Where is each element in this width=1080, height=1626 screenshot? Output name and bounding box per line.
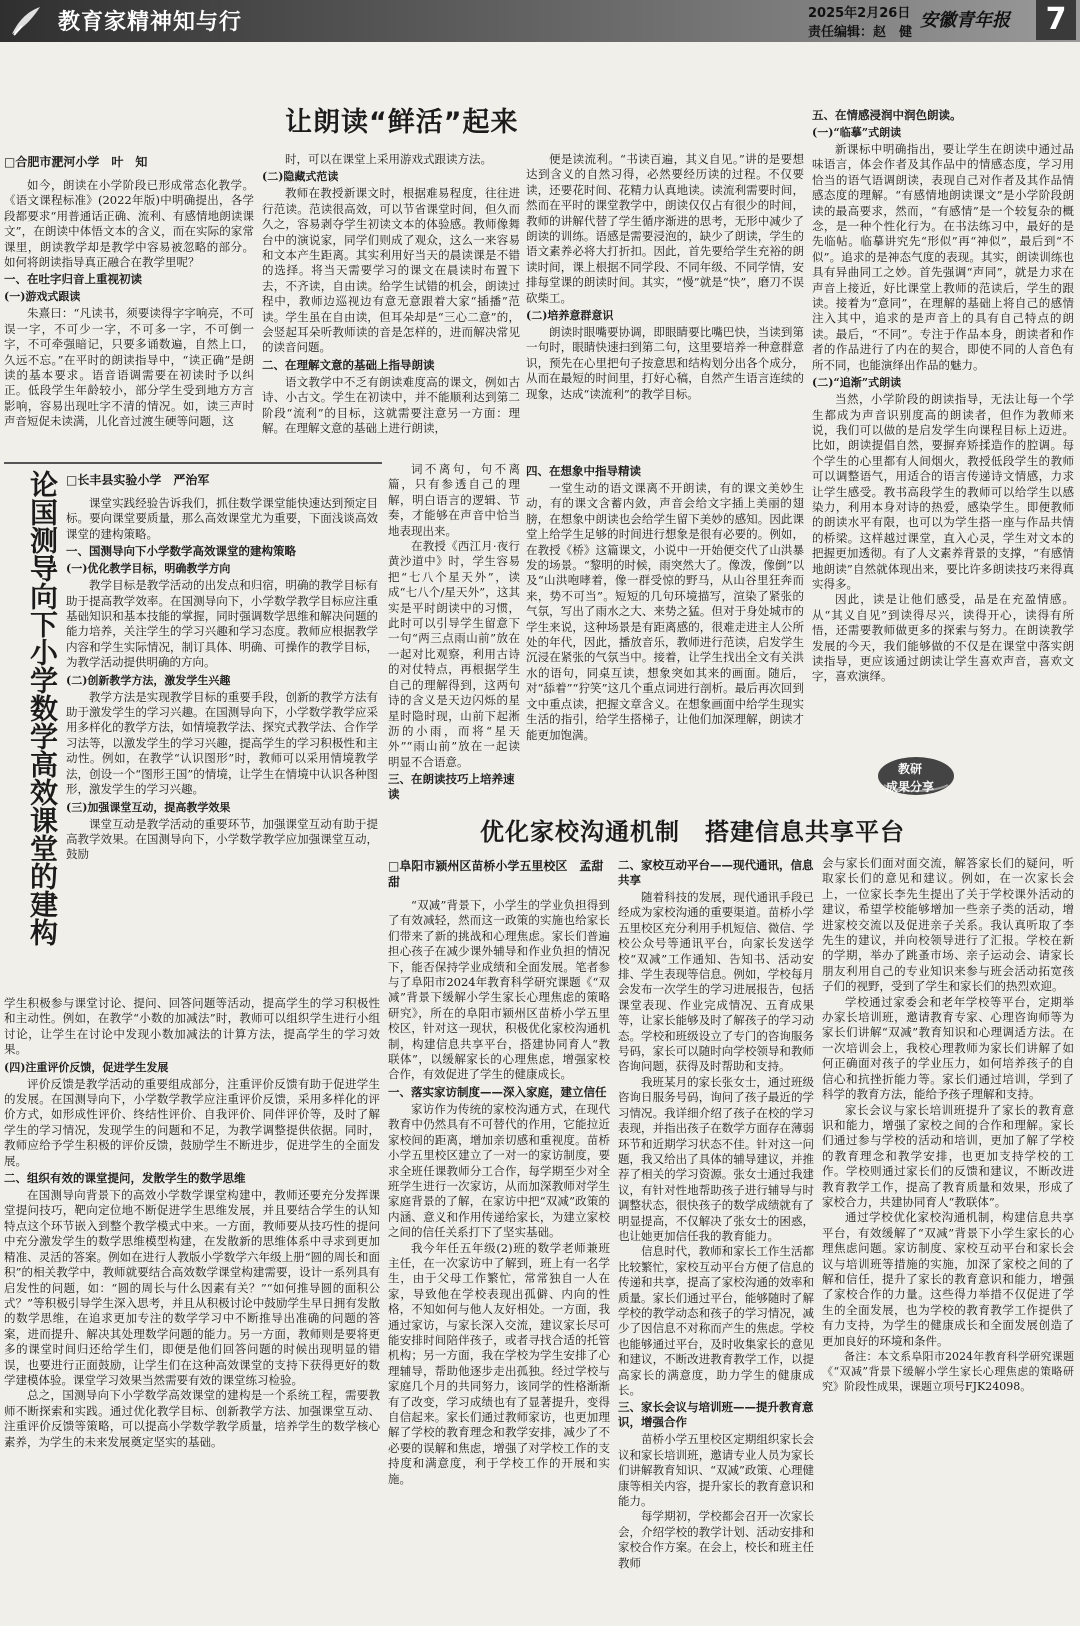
article2-top	[66, 470, 378, 995]
badge-line1: 教研	[898, 762, 923, 776]
paragraph: 语文教学中不乏有朗读难度高的课文，例如古诗、小古文。学生在初读中，并不能顺利达到第二阶段“流利”的目标，这就需要注意另一方面：理解。在理解文意的基础上进行朗读，	[262, 374, 520, 436]
issue-date: 2025年2月26日	[808, 6, 911, 21]
article2-bottom	[4, 996, 380, 1622]
paragraph: 如今，朗读在小学阶段已形成常态化教学。《语文课程标准》(2022年版)中明确提出，各学段都要求“用普通话正确、流利、有感情地朗读课文”，在朗读中体悟文本的含义，而在实际的家常课里，朗读教学却是教学中容易被忽略的部分。如何将朗读指导真正融合在教学里呢？	[4, 178, 254, 270]
section-heading: 三、家长会议与培训班——提升教育意识，增强合作	[618, 1400, 814, 1430]
article3-col3	[822, 856, 1074, 1622]
paragraph: 总之，国测导向下小学数学高效课堂的建构是一个系统工程，需要教师不断探索和实践。通过优化教学目标、创新教学方法、加强课堂互动、注重评价反馈等策略，可以提高小学数学教学质量，培养学生的数学核心素养，为学生的未来发展奠定坚实的基础。	[4, 1388, 380, 1449]
subsection-heading: (二)“追渐”式朗读	[812, 376, 902, 390]
article1-col2b-body	[388, 462, 520, 802]
article1-col3b	[526, 462, 804, 802]
subsection-heading: (一)“临摹”式朗读	[812, 126, 902, 139]
paragraph: 当然，小学阶段的朗读指导，无法让每一个学生都成为声音识别度高的朗读者，但作为教师来说，我们可以做的是启发学生向课程目标上迈进。比如，朗读提倡自然，要摒弃矫揉造作的腔调。每个学生的心里都有人间烟火，教授低段学生的教师可以调整语气，用适合的语言传递诗文情感，力求让学生感受。教书高段学生的教师可以给学生以感染力，利用本身对诗的热爱，感染学生。即便教师的朗读水平有限，也可以为学生搭一座与作品共情的桥梁。这样越过课堂，直入心灵，学生对文本的把握更加透彻。有了人文素养背景的支撑，“有感情地朗读”自然就体现出来，要比许多朗读技巧来得真实得多。	[812, 392, 1074, 591]
article2-bottom-body	[4, 996, 380, 1450]
subsection-heading: (二)创新教学方法，激发学生兴趣	[66, 673, 231, 687]
subsection-heading: (一)游戏式跟读	[4, 290, 81, 304]
paragraph: 课堂实践经验告诉我们，抓住数学课堂能快速达到预定目标。要向课堂要质量，那么高效课堂尤为重要，下面浅谈高效课堂的建构策略。	[66, 496, 378, 541]
paragraph: 课堂互动是教学活动的重要环节，加强课堂互动有助于提高教学效果。在国测导向下，小学数学教学应加强课堂互动，鼓励	[66, 816, 378, 862]
section-heading: 一、国测导向下小学数学高效课堂的建构策略	[66, 544, 296, 559]
paragraph: 苗桥小学五里校区定期组织家长会议和家长培训班，邀请专业人员为家长们讲解教育知识、“双减”政策、心理健康等相关内容，提升家长的教育意识和能力。	[618, 1432, 814, 1509]
subsection-heading: (二)隐藏式范读	[262, 170, 339, 184]
article3-col2	[618, 856, 814, 1622]
paragraph: 家长会议与家长培训班提升了家长的教育意识和能力，增强了家校之间的合作和理解。家长们通过参与学校的活动和培训，更加了解了学校的教育理念和教学安排，也更加支持学校的工作。学校则通过家长们的反馈和建议，不断改进教育教学工作，提高了教育质量和效果，形成了家校合力，共建协同育人“教联体”。	[822, 1102, 1074, 1209]
paragraph: 随着科技的发展，现代通讯手段已经成为家校沟通的重要渠道。苗桥小学五里校区充分利用手机短信、微信、学校公众号等通讯平台，向家长发送学校“双减”工作通知、告知书、活动安排、学生表现等信息。例如，学校每月会发布一次学生的学习进展报告，包括课堂表现、作业完成情况、五育成果等，让家长能够及时了解孩子的学习动态。学校和班级设立了专门的咨询服务号码，家长可以随时向学校领导和教师咨询问题，获得及时帮助和支持。	[618, 890, 814, 1074]
paragraph: 在教授《西江月·夜行黄沙道中》时，学生容易把“七八个星天外”，读成“七八个/星天外”，这其实是平时朗读中的习惯，此时可以引导学生留意下一句“两三点雨山前”放在一起对比观察，利用古诗的对仗特点，再根据学生自己的理解得到，这两句诗的含义是天边闪烁的星星时隐时现，山前下起淅沥的小雨，而将“星天外”“雨山前”放在一起读明显不合语意。	[388, 539, 520, 769]
article1-col2b	[388, 462, 520, 802]
paragraph: 在国测导向背景下的高效小学数学课堂构建中，教师还要充分发挥课堂提问技巧，靶向定位地不断促进学生思维发展，并且要结合学生的认知特点这个环节嵌入到整个教学模式中来。一方面，教师要从技巧性的提问中充分激发学生的数学思维模型构建，在发散新的思维体系中寻求到更加精准、灵活的答案。例如在进行人教版小学数学六年级上册“圆的周长和面积”的相关教学中，教师就要结合高效数学课堂构建需要，设计一系列具有启发性的问题，如：“圆的周长与什么因素有关？”“如何推导圆的面积公式？”等积极引导学生深入思考，并且从积极讨论中鼓励学生早日拥有发散的数学思维，在追求更加专注的数学学习中不断推导出准确的问题的答案，进而提升、解决其处理数学问题的能力。另一方面，教师则是要将更多的课堂时间归还给学生们，即便是他们回答问题的时候出现明显的错误，也要进行正面鼓励，让学生们在这种高效课堂的支持下获得更好的数学建模体验。课堂学习效果当然需要有效的课堂练习检验。	[4, 1188, 380, 1387]
article3-author: □阜阳市颍州区苗桥小学五里校区 孟甜甜	[388, 859, 604, 889]
paragraph: 因此，读是让他们感受，品是在充盈情感。从“其义自见”到读得尽兴，读得开心，读得有所悟，还需要教师做更多的探索与努力。在朗读教学发展的今天，我们能够做的不仅是在课堂中落实朗读指导，更应该通过朗读让学生喜欢声音，喜欢文字，喜欢演绎。	[812, 592, 1074, 684]
paragraph: 会与家长们面对面交流，解答家长们的疑问，听取家长们的意见和建议。例如，在一次家长会上，一位家长李先生提出了关于学校课外活动的建议，希望学校能够增加一些亲子类的活动，增进家校交流以及促进亲子关系。我认真听取了李先生的建议，并向校领导进行了汇报。学校在新的学期，举办了跳蚤市场、亲子运动会、请家长朋友利用自己的专业知识来参与班会活动拓宽孩子们的视野，受到了学生和家长们的热烈欢迎。	[822, 856, 1074, 994]
paragraph: 时，可以在课堂上采用游戏式跟读方法。	[285, 152, 492, 166]
paragraph: 学校通过家委会和老年学校等平台，定期举办家长培训班，邀请教育专家、心理咨询师等为家长们讲解“双减”教育知识和心理调适方法。在一次培训会上，我校心理教师为家长们讲解了如何正确面对孩子的学业压力，如何培养孩子的自信心和抗挫折能力等。家长们通过培训，学到了科学的教育方法，能给予孩子理解和支持。	[822, 994, 1074, 1102]
paragraph: 新课标中明确指出，要让学生在朗读中通过品味语言，体会作者及其作品中的情感态度，学习用恰当的语气语调朗读，表现自己对作者及其作品情感态度的理解。“有感情地朗读课文”是小学阶段朗读的最高要求，然而，“有感情”是一个较复杂的概念，是一种个性化行为。在书法练习中，最好的是先临帖。临摹讲究先“形似”再“神似”，最后到“不似”。追求的是神态气度的表现。其实，朗读训练也具有异曲同工之妙。首先强调“声同”，就是力求在声音上接近，好比课堂上教师的范读后，学生的跟读。接着为“意同”，在理解的基础上将自己的感情注入其中，追求的是声音上的具有自己特点的朗读。最后，“不同”。专注于作品本身，朗读者和作者的作品进行了内在的契合，即使不同的人音色有所不同，也能演绎出作品的魅力。	[812, 142, 1074, 372]
paragraph: 教师在教授新课文时，根据难易程度，往往进行范读。范读很高效，可以节省课堂时间，但久而久之，容易剥夺学生初读文本的体验感。教师像舞台中的演说家，同学们则成了观众，这么一来容易和文本产生距离。其实利用好当天的晨读课是不错的选择。将当天需要学习的课文在晨读时布置下去，不齐读，自由读。给学生试错的机会，朗读过程中，教师边巡视边有意无意跟着大家“插播”范读。学生虽在自由读，但耳朵却是“三心二意”的，会竖起耳朵听教师读的音是怎样的，进而解决常见的读音问题。	[262, 186, 520, 355]
paragraph: 教学目标是教学活动的出发点和归宿，明确的教学目标有助于提高教学效率。在国测导向下，小学数学教学目标应注重基础知识和基本技能的掌握，同时强调数学思维和解决问题的能力培养，关注学生的学习兴趣和学习态度。教师应根据教学内容和学生实际情况，制订具体、明确、可操作的教学目标，为教学活动提供明确的方向。	[66, 578, 378, 670]
article1-col4-body	[812, 108, 1074, 685]
section-heading: 四、在想象中指导精读	[526, 464, 641, 478]
paragraph: 通过学校优化家校沟通机制，构建信息共享平台，有效缓解了“双减”背景下小学生家长的心理焦虑问题。家访制度、家校互动平台和家长会议与培训班等措施的实施，加深了家校之间的了解和信任，提升了家长的教育意识和能力，增强了家校合作的力量。这些得力举措不仅促进了学生的全面发展，也为学校的教育教学工作提供了有力支持，为学生的健康成长和全面发展创造了更加良好的环境和条件。	[822, 1210, 1074, 1348]
paragraph: 每学期初，学校都会召开一次家长会，介绍学校的教学计划、活动安排和家校合作方案。在会上，校长和班主任教师	[618, 1509, 814, 1570]
article3-col1-body	[388, 898, 610, 1487]
article1-col3	[526, 152, 804, 457]
article2-top-body	[66, 496, 378, 863]
article3-col2-body	[618, 858, 814, 1571]
paragraph: 一堂生动的语文课离不开朗读，有的课文美妙生动，有的课文含蓄内敛，声音会给文字插上美丽的翅膀，在想象中朗读也会给学生留下美妙的感知。因此课堂上给学生足够的时间进行想象是很有必要的。例如，在教授《桥》这篇课文，小说中一开始便交代了山洪暴发的场景。“黎明的时候，雨突然大了。像泼，像倒”以及“山洪咆哮着，像一群受惊的野马，从山谷里狂奔而来，势不可当”。短短的几句环境描写，渲染了紧张的气氛，写出了雨水之大、来势之猛。但对于身处城市的学生来说，这种场景是有距离感的，很难走进主人公所处的年代，因此，播放音乐，教师进行范读，启发学生沉浸在紧张的气氛当中。接着，让学生找出全文有关洪水的语句，同桌互读，想象突如其来的画面。随后，对“舔着”“狞笑”这几个重点词进行剖析。最后再次回到文中重点读，把握文章含义。在想象画面中给学生现实生活的指引，给学生搭梯子，让他们加深理解，朗读才能更加饱满。	[526, 481, 804, 742]
article3-col1	[388, 856, 610, 1622]
article1-col3-body	[526, 152, 804, 402]
article1-col2	[262, 152, 520, 457]
page-header	[0, 0, 1080, 42]
paragraph: 我班某月的家长张女士，通过班级咨询日服务号码，询问了孩子最近的学习情况。我详细介绍了孩子在校的学习表现，并指出孩子在数学方面存在薄弱环节和近期学习状态不佳。针对这一问题，我又给出了具体的辅导建议，并推荐了相关的学习资源。张女士通过我建议，有针对性地帮助孩子进行辅导与时调整状态，很快孩子的数学成绩就有了明显提高，不仅解决了张女士的困惑，也让她更加信任我的教育能力。	[618, 1074, 814, 1243]
section-title: 教育家精神知与行	[58, 10, 243, 35]
paragraph: 教学方法是实现教学目标的重要手段，创新的教学方法有助于激发学生的学习兴趣。在国测导向下，小学数学教学应采用多样化的教学方法，如情境教学法、探究式教学法、合作学习法等，以激发学生的学习兴趣，提高学生的学习积极性和主动性。例如，在教学“认识图形”时，教师可以采用情境教学法，创设一个“图形王国”的情境，让学生在情境中认识各种图形，激发学生的学习兴趣。	[66, 689, 378, 797]
article1-title: 让朗读“鲜活”起来	[285, 107, 519, 138]
article3-title: 优化家校沟通机制 搭建信息共享平台	[480, 818, 905, 846]
paragraph: “双减”背景下，小学生的学业负担得到了有效减轻，然而这一政策的实施也给家长们带来了新的挑战和心理焦虑。家长们普遍担心孩子在减少课外辅导和作业负担的情况下，能否保持学业成绩和全面发展。笔者参与了阜阳市2024年教育科学研究课题《“双减”背景下缓解小学生家长心理焦虑的策略研究》，所在的阜阳市颍州区苗桥小学五里校区，针对这一现状，积极优化家校沟通机制，构建信息共享平台，搭建协同育人“教联体”，以缓解家长的心理焦虑，增强家校合作，有效促进了学生的健康成长。	[388, 898, 610, 1082]
section-heading: 三、在朗读技巧上培养速读	[388, 772, 515, 802]
subsection-heading: (三)加强课堂互动，提高教学效果	[66, 800, 231, 814]
paragraph: 评价反馈是教学活动的重要组成部分，注重评价反馈有助于促进学生的发展。在国测导向下，小学数学教学应注重评价反馈，采用多样化的评价方式，如形成性评价、终结性评价、自我评价、同伴评价等，及时了解学生的学习情况，发现学生的问题和不足，为教学调整提供依据。同时，教师应给予学生积极的评价反馈，鼓励学生不断进步，促进学生的全面发展。	[4, 1076, 380, 1168]
subsection-heading: (二)培养意群意识	[526, 309, 614, 323]
article2-title: 论国测导向下小学数学高效课堂的建构	[26, 470, 59, 946]
paragraph: 朱熹曰：“凡读书，须要读得字字响亮，不可误一字，不可少一字，不可多一字，不可倒一字，不可牵强暗记，只要多诵数遍，自然上口，久远不忘。”在平时的朗读指导中，“读正确”是朗读的基本要求。语音语调需要在初读时予以纠正。低段学生年龄较小，部分学生受到地方方言影响，容易出现吐字不清的情况。如，读三声时声音短促未读满，儿化音过渡生硬等问题，这	[4, 306, 254, 429]
article1-col1	[4, 152, 254, 457]
article1-col3b-body	[526, 464, 804, 743]
section-heading: 二、家校互动平台——现代通讯，信息共享	[618, 858, 814, 887]
subsection-heading: (一)优化教学目标，明确教学方向	[66, 562, 231, 576]
section-heading: 一、落实家访制度——深入家庭，建立信任	[388, 1084, 607, 1099]
paragraph: 家访作为传统的家校沟通方式，在现代教育中仍然具有不可替代的作用，它能拉近家校间的距离，增加亲切感和重视度。苗桥小学五里校区建立了一对一的家访制度，要求全班任课教师分工合作，每学期至少对全班学生进行一次家访，从而加深教师对学生家庭背景的了解，在家访中把“双减”政策的内涵、意义和作用传递给家长，为建立家校之间的信任关系打下了坚实基础。	[388, 1101, 610, 1240]
footnote: 备注：本文系阜阳市2024年教育科学研究课题《“双减”背景下缓解小学生家长心理焦虑的策略研究》阶段性成果，课题立项号FJK24098。	[822, 1350, 1074, 1393]
paragraph: 学生积极参与课堂讨论、提问、回答问题等活动，提高学生的学习积极性和主动性。例如，在教学“小数的加减法”时，教师可以组织学生进行小组讨论，让学生在讨论中发现小数加减法的计算方法，提高学生的学习效果。	[4, 996, 380, 1057]
section-heading: 五、在情感浸润中润色朗读。	[812, 108, 962, 122]
article1-col4	[812, 106, 1074, 752]
section-heading: 二、在理解文意的基础上指导朗读	[262, 357, 435, 372]
page-number: 7	[1036, 0, 1076, 40]
paragraph: 词不离句，句不离篇，只有参透自己的理解，明白语言的逻辑、节奏，才能够在声音中恰当地表现出来。	[388, 462, 520, 538]
article2-author: □长丰县实验小学 严治军	[66, 473, 210, 487]
paragraph: 信息时代，教师和家长工作生活都比较繁忙，家校互动平台方便了信息的传递和共享，提高了家校沟通的效率和质量。家长们通过平台，能够随时了解学校的教学动态和孩子的学习情况，减少了因信息不对称而产生的焦虑。学校也能够通过平台，及时收集家长的意见和建议，不断改进教育教学工作，以提高家长的满意度，助力学生的健康成长。	[618, 1244, 814, 1397]
paragraph: 便是读流利。“书读百遍，其义自见。”讲的是要想达到含义的自然习得，必然要经历读的过程。不仅要读，还要花时间、花精力认真地读。读流利需要时间，然而在平时的课堂教学中，朗读仅仅占有很少的时间，教师的讲解代替了学生循序渐进的思考，无形中减少了朗读的训练。语感是需要浸泡的，缺少了朗读，学生的语文素养必将大打折扣。因此，首先要给学生充裕的朗读时间，课上根据不同学段、不同年级、不同学情，安排每堂课的朗读时间。其实，“慢”就是“快”，磨刀不误砍柴工。	[526, 152, 804, 305]
article3-col3-body	[822, 856, 1074, 1394]
section-heading: 二、组织有效的课堂提问，发散学生的数学思维	[4, 1171, 246, 1186]
article1-col2-body	[262, 152, 520, 437]
paragraph: 朗读时眼嘴要协调，即眼睛要比嘴巴快，当读到第一句时，眼睛快速扫到第二句，这里要培养一种意群意识，预先在心里把句子按意思和结构划分出各个成分，从而在最短的时间里，打好心稿，自然产生语言连续的现象，达成“读流利”的教学目标。	[526, 325, 804, 401]
quill-icon	[8, 4, 44, 38]
article1-col1-body	[4, 178, 254, 430]
badge-line2: 成果分享	[886, 780, 935, 794]
newspaper-name: 安徽青年报	[920, 10, 1010, 31]
paragraph: 我今年任五年级(2)班的数学老师兼班主任，在一次家访中了解到，班上有一名学生，由于父母工作繁忙，常常独自一人在家，导致他在学校表现出孤僻、内向的性格，不知如何与他人友好相处。一方面，我通过家访，与家长深入交流，建议家长尽可能安排时间陪伴孩子，或者寻找合适的托管机构；另一方面，我在学校为学生安排了心理辅导，帮助他逐步走出孤独。经过学校与家庭几个月的共同努力，该同学的性格渐渐有了改变，学习成绩也有了显著提升，变得自信起来。家长们通过教师家访，也更加理解了学校的教育理念和教学安排，减少了不必要的误解和焦虑，增强了对学校工作的支持度和满意度，利于学校工作的开展和实施。	[388, 1240, 610, 1486]
subsection-heading: (四)注重评价反馈，促进学生发展	[4, 1060, 169, 1074]
section-heading: 一、在吐字归音上重视初读	[4, 272, 142, 287]
article1-author: □合肥市淝河小学 叶 知	[4, 155, 148, 169]
responsible-editor: 责任编辑：赵 健	[808, 25, 913, 40]
